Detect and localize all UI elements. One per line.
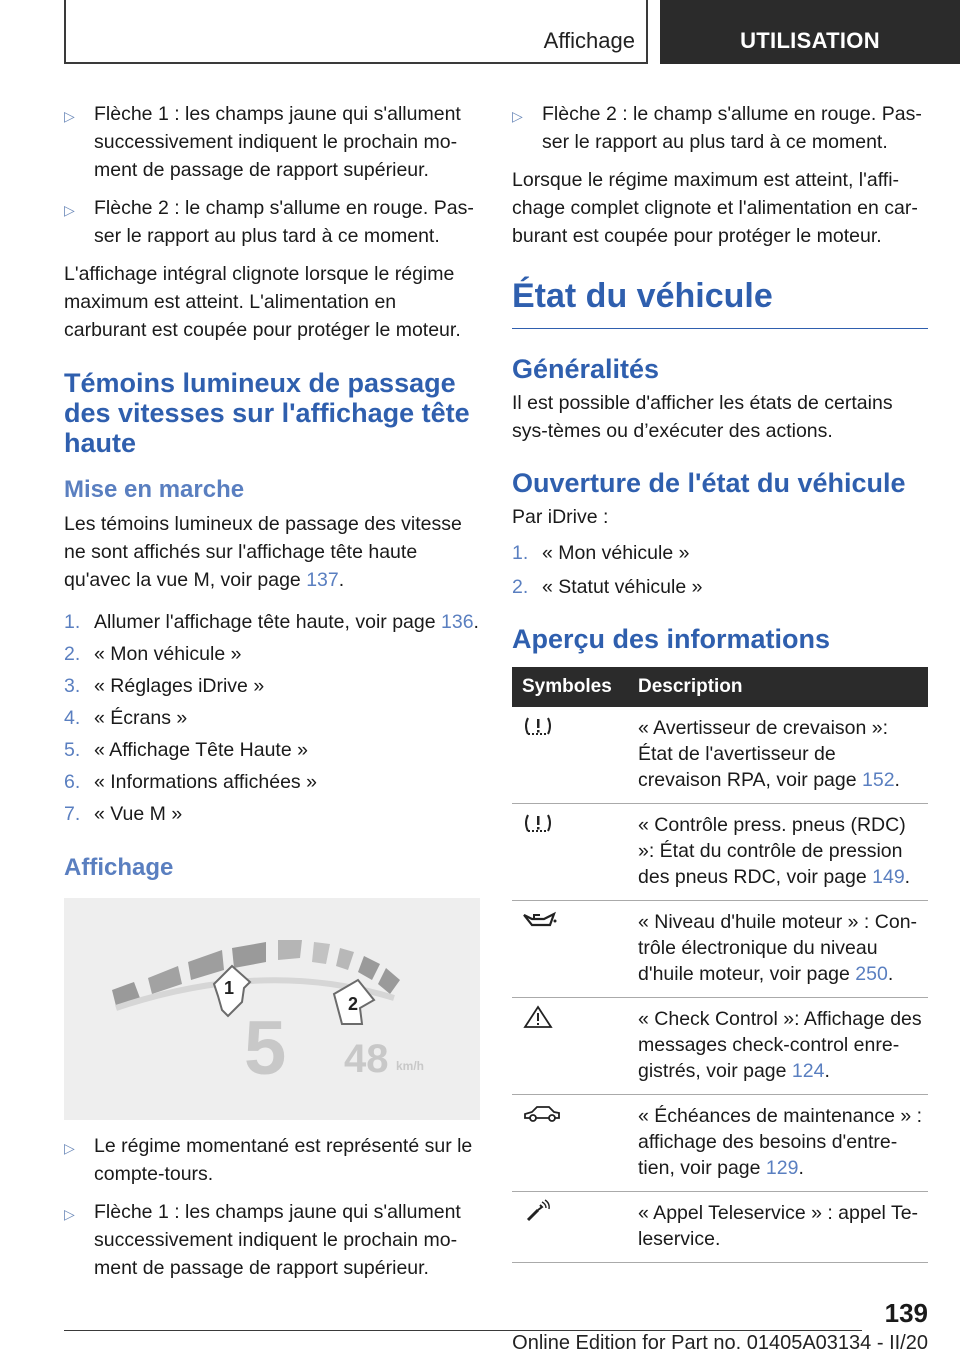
bullet-arrow-icon: ▷ bbox=[64, 1140, 75, 1156]
list-item: ▷ Flèche 2 : le champ s'allume en rouge. Pas-ser le rapport au plus tard à ce moment. bbox=[64, 197, 474, 247]
info-table bbox=[512, 667, 928, 1263]
speed-unit: km/h bbox=[396, 1059, 425, 1073]
table-row: « Avertisseur de crevaison »: État de l'avertisseur de crevaison RPA, voir page 152. bbox=[512, 707, 928, 804]
table-header bbox=[512, 667, 928, 707]
subheading: Affichage bbox=[64, 854, 174, 881]
paragraph: Les témoins lumineux de passage des vitesse ne sont affichés sur l'affichage tête haute qu'avec la vue M, voir page 137. bbox=[64, 513, 462, 591]
subheading: Aperçu des informations bbox=[512, 624, 831, 654]
subheading: Ouverture de l'état du véhicule bbox=[512, 468, 906, 498]
table-row: « Check Control »: Affichage des messages check-control enre-gistrés, voir page 124. bbox=[512, 998, 928, 1095]
tire-warning-icon bbox=[522, 713, 554, 739]
section-heading: Témoins lumineux de passage des vitesses sur l'affichage tête haute bbox=[64, 368, 470, 458]
list-item: 5. « Affichage Tête Haute » bbox=[64, 739, 308, 761]
list-item: 1. « Mon véhicule » bbox=[512, 542, 690, 564]
chapter-label: UTILISATION bbox=[740, 28, 880, 53]
steps-list bbox=[64, 608, 480, 828]
list-item: 2. « Statut véhicule » bbox=[512, 576, 703, 598]
speed-readout: 48 bbox=[344, 1037, 389, 1081]
edition-note: Online Edition for Part no. 01405A03134 - II/20 bbox=[512, 1332, 928, 1354]
footer-divider bbox=[64, 1330, 862, 1331]
tire-pressure-icon bbox=[522, 810, 554, 836]
car-service-icon bbox=[522, 1101, 562, 1127]
table-row: « Appel Teleservice » : appel Te-leservice. bbox=[512, 1192, 928, 1263]
page-link[interactable]: 137 bbox=[306, 569, 339, 591]
page-number: 139 bbox=[884, 1298, 928, 1328]
list-item: 3. « Réglages iDrive » bbox=[64, 675, 265, 697]
bullet-arrow-icon: ▷ bbox=[64, 1206, 75, 1222]
bullet-arrow-icon: ▷ bbox=[64, 108, 75, 124]
right-column bbox=[512, 100, 928, 1263]
section-title: Affichage bbox=[543, 28, 635, 53]
shift-light-figure bbox=[64, 898, 480, 1120]
list-item: 6. « Informations affichées » bbox=[64, 771, 317, 793]
gear-indicator: 5 bbox=[244, 1006, 287, 1091]
bullet-arrow-icon: ▷ bbox=[64, 202, 75, 218]
paragraph: L'affichage intégral clignote lorsque le régime maximum est atteint. L'alimentation en carburant est coupée pour protéger le moteur. bbox=[64, 263, 461, 341]
page-link[interactable]: 136 bbox=[441, 611, 474, 633]
paragraph: Il est possible d'afficher les états de certains sys-tèmes ou d’exécuter des actions. bbox=[512, 392, 893, 442]
page-link[interactable]: 129 bbox=[765, 1157, 799, 1179]
table-row: « Niveau d'huile moteur » : Con-trôle électronique du niveau d'huile moteur, voir page 250. bbox=[512, 901, 928, 998]
page-link[interactable]: 250 bbox=[855, 963, 888, 985]
chapter-tab bbox=[660, 0, 960, 64]
list-item: 4. « Écrans » bbox=[64, 707, 188, 729]
list-item: 2. « Mon véhicule » bbox=[64, 643, 242, 665]
paragraph: Par iDrive : bbox=[512, 506, 609, 528]
table-row: « Échéances de maintenance » : affichage des besoins d'entre-tien, voir page 129. bbox=[512, 1095, 928, 1192]
paragraph: Lorsque le régime maximum est atteint, l'affi-chage complet clignote et l'alimentation en car-burant est coupée pour protéger le moteur. bbox=[512, 169, 918, 247]
column-header-description: Description bbox=[636, 667, 928, 707]
list-item: 1. Allumer l'affichage tête haute, voir page 136. bbox=[64, 611, 479, 633]
warning-triangle-icon bbox=[522, 1004, 554, 1030]
left-column bbox=[64, 100, 480, 1292]
tachometer-illustration bbox=[64, 898, 480, 1120]
page-title: État du véhicule bbox=[512, 276, 928, 329]
table-row: « Contrôle press. pneus (RDC) »: État du contrôle de pression des pneus RDC, voir page 149. bbox=[512, 804, 928, 901]
page-link[interactable]: 124 bbox=[791, 1060, 825, 1082]
subheading: Mise en marche bbox=[64, 476, 245, 503]
list-item: ▷ Flèche 1 : les champs jaune qui s'allument successivement indiquent le prochain mo-ment de passage de rapport supérieur. bbox=[64, 103, 461, 181]
list-item: ▷ Le régime momentané est représenté sur le compte-tours. bbox=[64, 1135, 473, 1185]
arrow-1-label: 1 bbox=[224, 978, 235, 998]
list-item: ▷ Flèche 2 : le champ s'allume en rouge. Pas-ser le rapport au plus tard à ce moment. bbox=[512, 103, 922, 153]
subheading: Généralités bbox=[512, 354, 660, 384]
column-header-symbols: Symboles bbox=[512, 667, 636, 707]
list-item: 7. « Vue M » bbox=[64, 803, 183, 825]
list-item: ▷ Flèche 1 : les champs jaune qui s'allument successivement indiquent le prochain mo-ment de passage de rapport supérieur. bbox=[64, 1201, 461, 1279]
oil-can-icon bbox=[522, 907, 558, 933]
arrow-2-label: 2 bbox=[348, 994, 359, 1014]
bullet-arrow-icon: ▷ bbox=[512, 108, 523, 124]
wrench-signal-icon bbox=[522, 1198, 554, 1224]
page-link[interactable]: 152 bbox=[862, 769, 895, 791]
page-link[interactable]: 149 bbox=[872, 866, 905, 888]
